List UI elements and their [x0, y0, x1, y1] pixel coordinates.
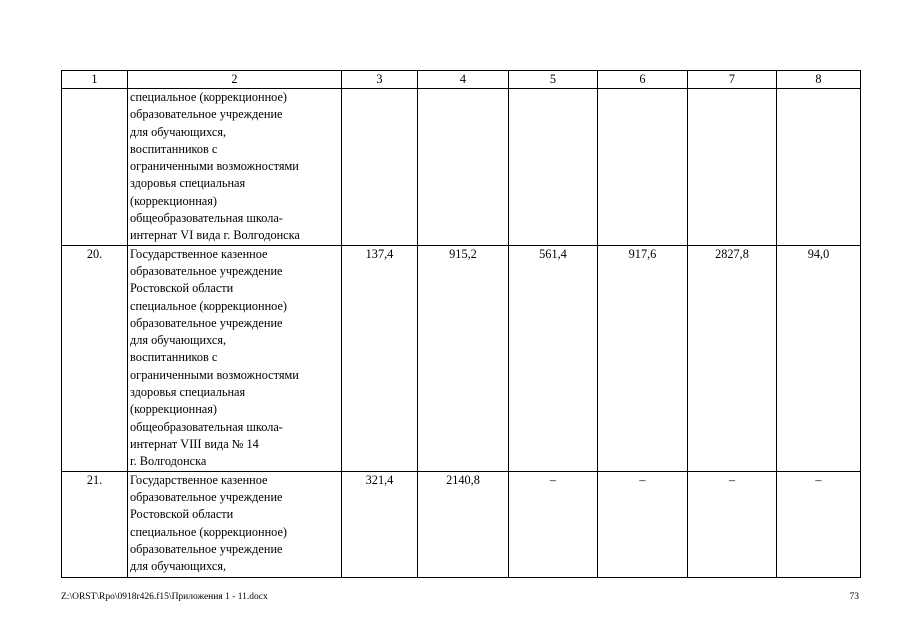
name-line: специальное (коррекционное) — [130, 298, 288, 313]
name-line: (коррекционная) — [130, 402, 218, 417]
value-cell-col7: – — [688, 471, 777, 577]
institution-name-cell — [128, 471, 342, 577]
footer-file-path: Z:\ORST\Rpo\0918r426.f15\Приложения 1 - 11.docx — [61, 592, 268, 602]
header-cell-2: 2 — [128, 71, 342, 89]
name-line: Государственное казенное — [130, 246, 268, 261]
header-cell-4: 4 — [418, 71, 509, 89]
value-cell-col3: 137,4 — [342, 245, 418, 471]
value-cell-col6: 917,6 — [598, 245, 688, 471]
value-cell — [509, 89, 598, 246]
name-line: ограниченными возможностями — [130, 367, 299, 382]
value-cell — [418, 89, 509, 246]
institution-name-cell — [128, 89, 342, 246]
value-cell-col4: 2140,8 — [418, 471, 509, 577]
name-line: образовательное учреждение — [130, 541, 283, 556]
value-cell-col4: 915,2 — [418, 245, 509, 471]
table-row-20 — [62, 245, 861, 471]
header-cell-6: 6 — [598, 71, 688, 89]
value-cell-col5: 561,4 — [509, 245, 598, 471]
name-line: общеобразовательная школа- — [130, 419, 283, 434]
table-header-row — [62, 71, 861, 89]
name-line: Ростовской области — [130, 507, 234, 522]
value-cell-col3: 321,4 — [342, 471, 418, 577]
header-cell-7: 7 — [688, 71, 777, 89]
name-line: специальное (коррекционное) — [130, 524, 288, 539]
name-line: для обучающихся, — [130, 559, 227, 574]
row-number-cell: 20. — [62, 245, 128, 471]
value-cell-col6: – — [598, 471, 688, 577]
header-cell-1: 1 — [62, 71, 128, 89]
value-cell-col8: – — [777, 471, 861, 577]
value-cell-col5: – — [509, 471, 598, 577]
header-cell-3: 3 — [342, 71, 418, 89]
name-line: интернат VIII вида № 14 — [130, 436, 259, 451]
value-cell-col8: 94,0 — [777, 245, 861, 471]
name-line: Ростовской области — [130, 281, 234, 296]
name-line: воспитанников с — [130, 350, 218, 365]
name-line: общеобразовательная школа- — [130, 211, 283, 226]
name-line: интернат VI вида г. Волгодонска — [130, 228, 300, 243]
name-line: здоровья специальная — [130, 385, 246, 400]
data-table — [61, 70, 861, 578]
row-number-cell: 21. — [62, 471, 128, 577]
name-line: ограниченными возможностями — [130, 159, 299, 174]
value-cell-col7: 2827,8 — [688, 245, 777, 471]
page-number: 73 — [849, 592, 859, 602]
name-line: образовательное учреждение — [130, 315, 283, 330]
name-line: образовательное учреждение — [130, 489, 283, 504]
name-line: специальное (коррекционное) — [130, 90, 288, 104]
value-cell — [688, 89, 777, 246]
header-cell-5: 5 — [509, 71, 598, 89]
name-line: (коррекционная) — [130, 193, 218, 208]
value-cell — [342, 89, 418, 246]
name-line: образовательное учреждение — [130, 107, 283, 122]
name-line: Государственное казенное — [130, 472, 268, 487]
name-line: для обучающихся, — [130, 333, 227, 348]
name-line: воспитанников с — [130, 141, 218, 156]
name-line: здоровья специальная — [130, 176, 246, 191]
institution-name-cell — [128, 245, 342, 471]
value-cell — [598, 89, 688, 246]
table-row-continuation — [62, 89, 861, 246]
value-cell — [777, 89, 861, 246]
name-line: образовательное учреждение — [130, 263, 283, 278]
header-cell-8: 8 — [777, 71, 861, 89]
row-number-cell — [62, 89, 128, 246]
table-row-21 — [62, 471, 861, 577]
name-line: г. Волгодонска — [130, 454, 207, 469]
name-line: для обучающихся, — [130, 124, 227, 139]
